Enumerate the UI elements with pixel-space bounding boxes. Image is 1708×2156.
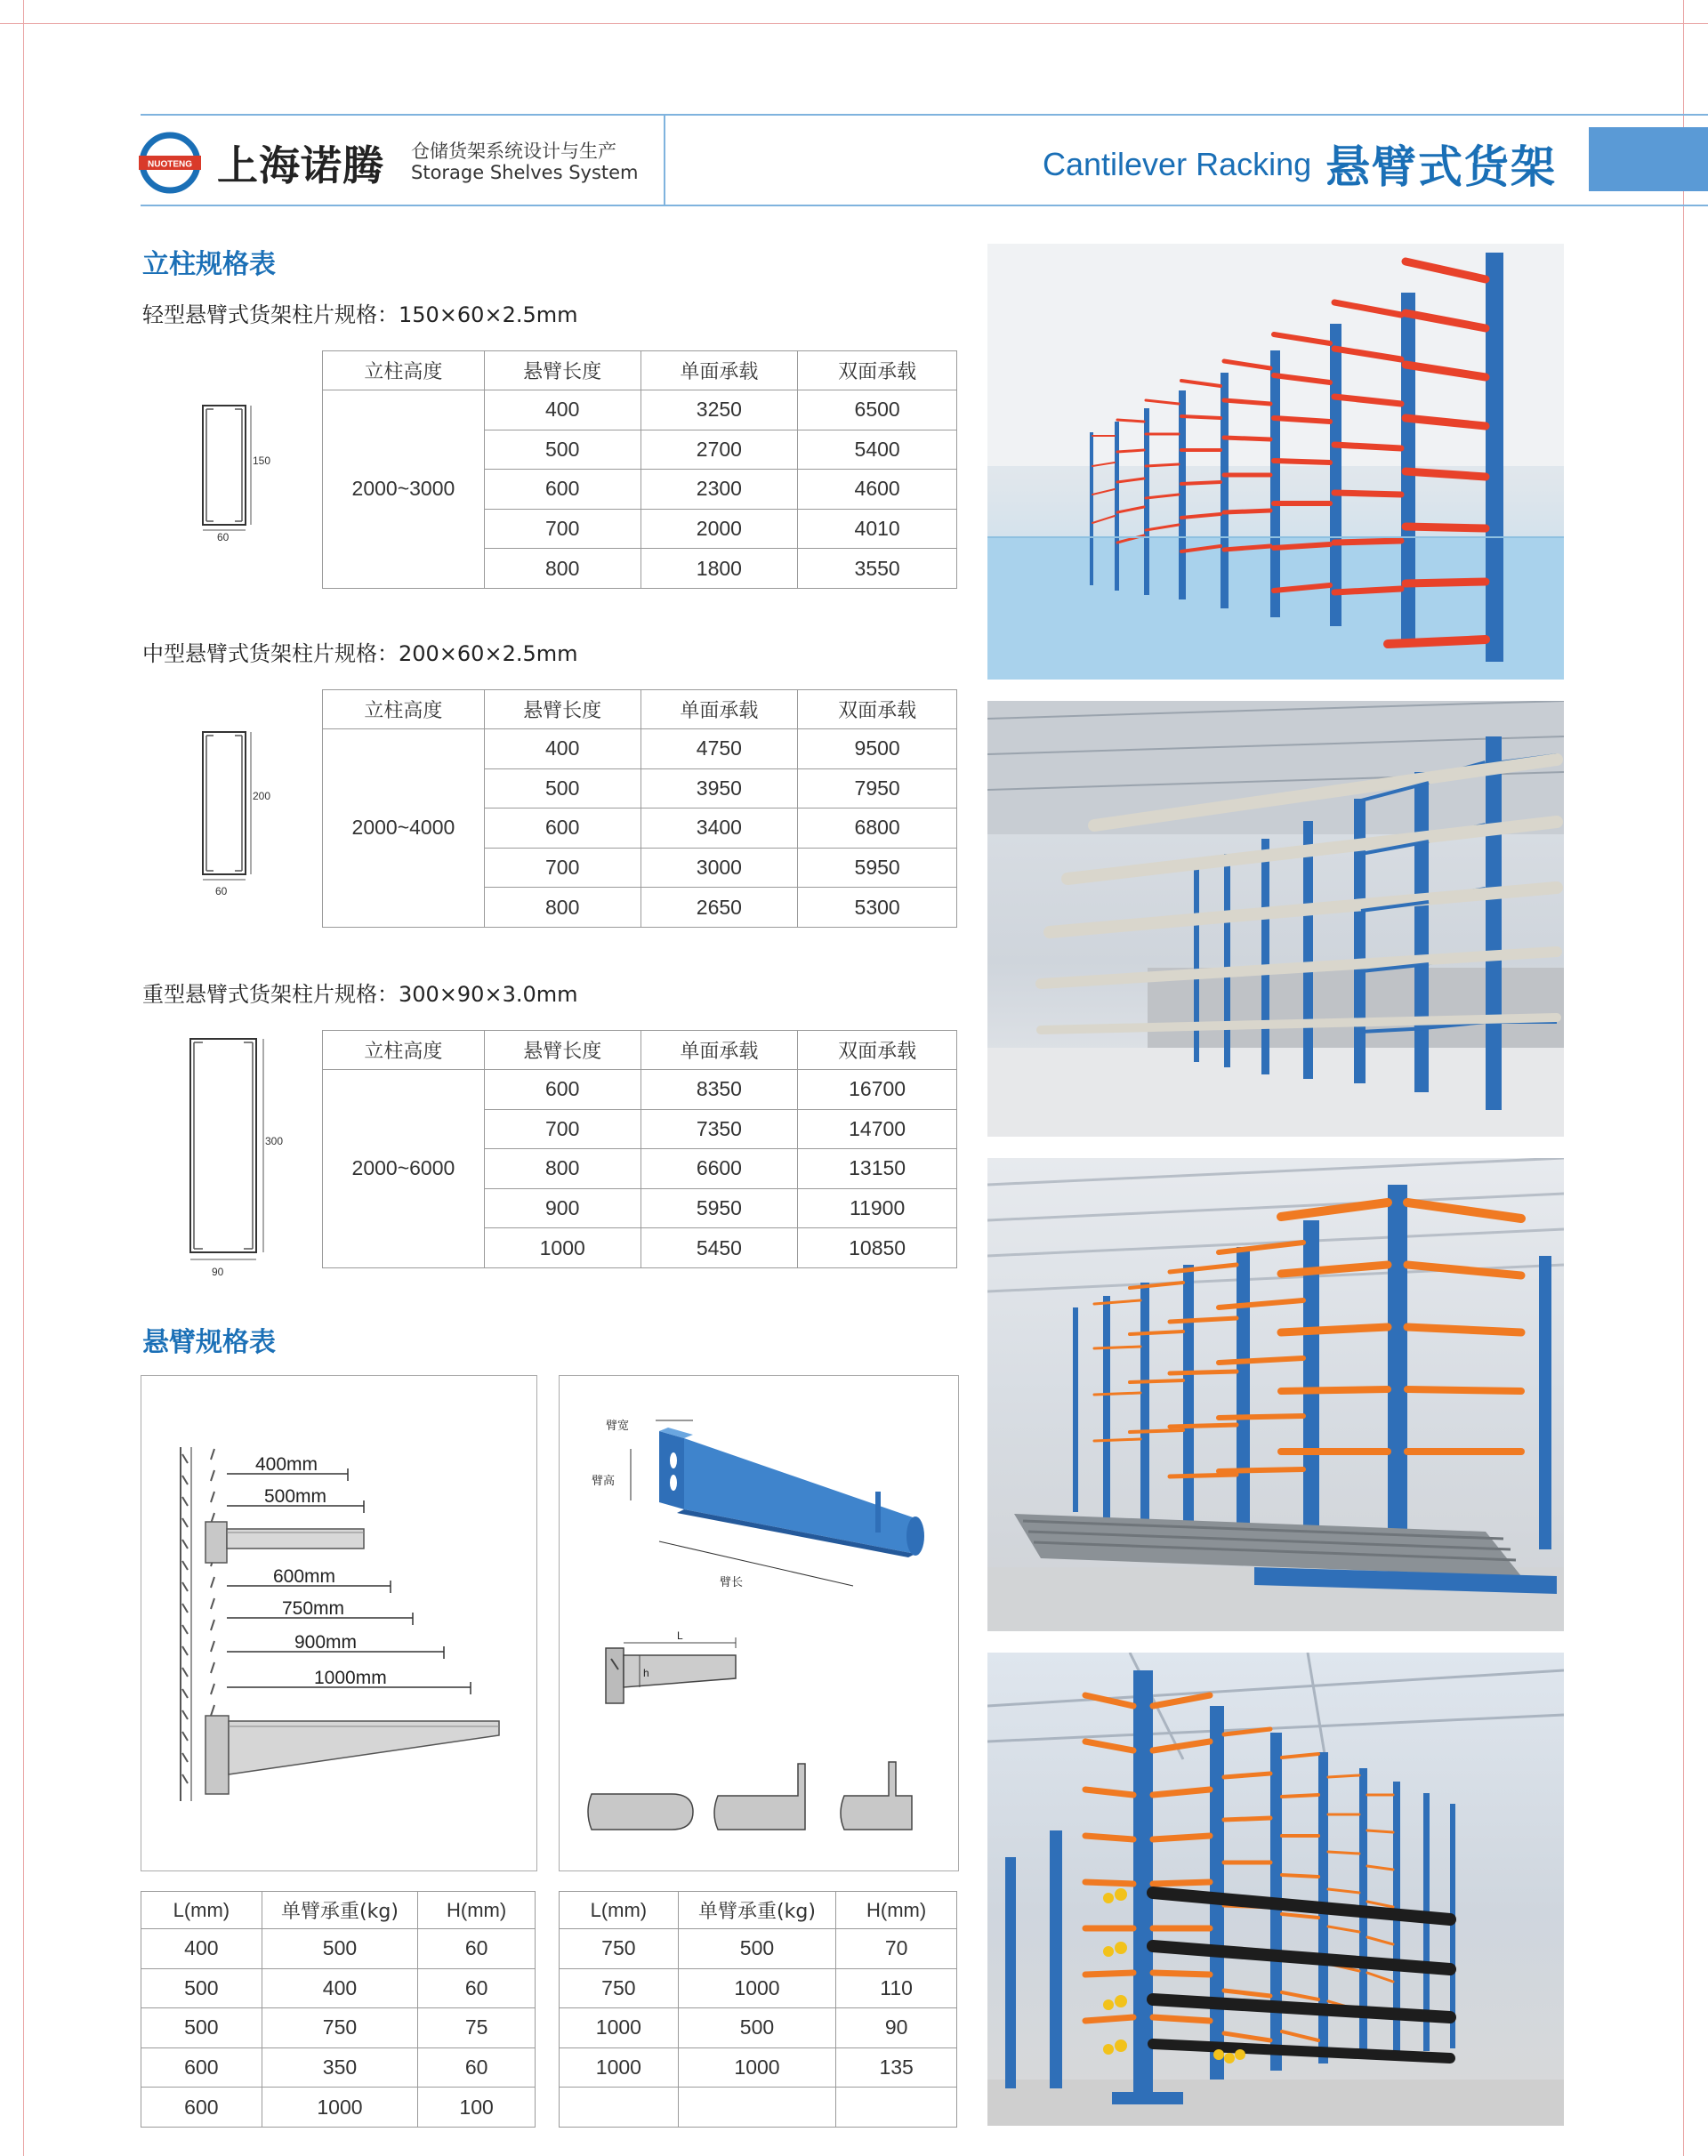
table-cell: 10850 bbox=[798, 1228, 957, 1268]
table-cell: 350 bbox=[262, 2047, 418, 2088]
table-cell: 500 bbox=[141, 1968, 262, 2008]
arm-length-label: 400mm bbox=[255, 1454, 318, 1475]
table-cell: 900 bbox=[484, 1188, 640, 1228]
table-cell: 70 bbox=[836, 1929, 957, 1969]
col-header: 双面承载 bbox=[798, 351, 957, 390]
table-cell: 3000 bbox=[640, 848, 798, 888]
table-cell: 500 bbox=[678, 2008, 836, 2048]
arm-detail-diagram bbox=[560, 1376, 958, 1870]
arm-detail-diagram-panel bbox=[559, 1375, 959, 1871]
spec-label-medium: 中型悬臂式货架柱片规格：200×60×2.5mm bbox=[142, 641, 578, 666]
label-arm-height: 臂高 bbox=[592, 1475, 616, 1488]
col-header: 立柱高度 bbox=[323, 1031, 485, 1070]
table-cell: 700 bbox=[484, 848, 640, 888]
table-cell: 8350 bbox=[640, 1070, 798, 1110]
table-cell: 400 bbox=[484, 390, 640, 430]
dim-height: 300 bbox=[265, 1135, 284, 1147]
col-header: 单面承载 bbox=[640, 1031, 798, 1070]
table-cell: 750 bbox=[560, 1968, 679, 2008]
table-cell: 90 bbox=[836, 2008, 957, 2048]
table-cell: 500 bbox=[141, 2008, 262, 2048]
col-header: L(mm) bbox=[560, 1892, 679, 1929]
table-cell: 500 bbox=[262, 1929, 418, 1969]
brand-tagline-en: Storage Shelves System bbox=[411, 162, 639, 183]
spec-table-medium bbox=[322, 689, 957, 928]
col-header: 悬臂长度 bbox=[484, 351, 640, 390]
photo-light-cantilever-rack bbox=[987, 244, 1564, 680]
table-cell: 600 bbox=[141, 2047, 262, 2088]
table-cell: 6600 bbox=[640, 1149, 798, 1189]
table-cell: 600 bbox=[141, 2088, 262, 2128]
table-cell: 4010 bbox=[798, 509, 957, 549]
header-top-rule bbox=[141, 114, 1708, 116]
table-cell: 500 bbox=[678, 1929, 836, 1969]
table-cell: 500 bbox=[484, 768, 640, 808]
col-header: H(mm) bbox=[836, 1892, 957, 1929]
col-header: H(mm) bbox=[418, 1892, 536, 1929]
table-cell: 1000 bbox=[560, 2047, 679, 2088]
photo-tall-cantilever-rack bbox=[987, 1653, 1564, 2126]
table-cell: 1000 bbox=[560, 2008, 679, 2048]
label-h: h bbox=[643, 1667, 649, 1679]
table-cell: 60 bbox=[418, 2047, 536, 2088]
header-bottom-rule bbox=[141, 205, 1708, 206]
table-cell: 1000 bbox=[678, 1968, 836, 2008]
table-cell: 14700 bbox=[798, 1109, 957, 1149]
dim-height: 150 bbox=[253, 455, 271, 467]
height-cell: 2000~6000 bbox=[323, 1070, 485, 1268]
crop-mark-left bbox=[23, 0, 24, 2156]
table-cell: 700 bbox=[484, 509, 640, 549]
upright-profile-light bbox=[192, 398, 281, 541]
header-divider bbox=[664, 114, 665, 206]
upright-section-title: 立柱规格表 bbox=[142, 249, 276, 280]
table-cell: 400 bbox=[141, 1929, 262, 1969]
table-cell: 100 bbox=[418, 2088, 536, 2128]
col-header: 单臂承重(kg) bbox=[678, 1892, 836, 1929]
height-cell: 2000~3000 bbox=[323, 390, 485, 589]
table-cell: 5450 bbox=[640, 1228, 798, 1268]
table-cell: 3950 bbox=[640, 768, 798, 808]
table-cell: 800 bbox=[484, 1149, 640, 1189]
arm-length-label: 500mm bbox=[264, 1486, 327, 1507]
table-cell: 2650 bbox=[640, 888, 798, 928]
arm-table-right bbox=[559, 1891, 957, 2128]
table-cell: 2000 bbox=[640, 509, 798, 549]
table-cell: 2300 bbox=[640, 470, 798, 510]
table-cell bbox=[836, 2088, 957, 2128]
table-cell: 11900 bbox=[798, 1188, 957, 1228]
col-header: 单臂承重(kg) bbox=[262, 1892, 418, 1929]
table-cell: 750 bbox=[262, 2008, 418, 2048]
crop-mark-right bbox=[1683, 0, 1684, 2156]
table-cell: 6500 bbox=[798, 390, 957, 430]
arm-table-left bbox=[141, 1891, 536, 2128]
photo-medium-cantilever-rack bbox=[987, 701, 1564, 1137]
col-header: 悬臂长度 bbox=[484, 690, 640, 729]
spec-table-light bbox=[322, 350, 957, 589]
dim-height: 200 bbox=[253, 790, 271, 802]
spec-label-light: 轻型悬臂式货架柱片规格：150×60×2.5mm bbox=[142, 302, 578, 327]
upright-profile-heavy bbox=[181, 1030, 297, 1288]
table-cell: 13150 bbox=[798, 1149, 957, 1189]
table-cell: 5300 bbox=[798, 888, 957, 928]
table-cell: 1000 bbox=[484, 1228, 640, 1268]
table-cell: 5950 bbox=[798, 848, 957, 888]
dim-width: 90 bbox=[212, 1266, 224, 1278]
col-header: 双面承载 bbox=[798, 1031, 957, 1070]
table-cell bbox=[560, 2088, 679, 2128]
dim-width: 60 bbox=[217, 531, 230, 541]
col-header: 立柱高度 bbox=[323, 690, 485, 729]
col-header: 悬臂长度 bbox=[484, 1031, 640, 1070]
col-header: 立柱高度 bbox=[323, 351, 485, 390]
table-cell: 400 bbox=[484, 729, 640, 769]
col-header: 单面承载 bbox=[640, 351, 798, 390]
table-cell: 7350 bbox=[640, 1109, 798, 1149]
table-cell: 800 bbox=[484, 888, 640, 928]
brand-name: 上海诺腾 bbox=[217, 141, 384, 189]
table-cell: 3400 bbox=[640, 808, 798, 849]
table-cell: 6800 bbox=[798, 808, 957, 849]
crop-mark-top bbox=[0, 23, 1708, 24]
table-cell: 2700 bbox=[640, 430, 798, 470]
table-cell: 5400 bbox=[798, 430, 957, 470]
table-cell: 500 bbox=[484, 430, 640, 470]
table-cell: 9500 bbox=[798, 729, 957, 769]
arm-section-title: 悬臂规格表 bbox=[142, 1327, 276, 1358]
table-cell: 16700 bbox=[798, 1070, 957, 1110]
dim-width: 60 bbox=[215, 885, 228, 897]
arm-length-label: 600mm bbox=[273, 1566, 336, 1587]
table-cell: 600 bbox=[484, 470, 640, 510]
col-header: 单面承载 bbox=[640, 690, 798, 729]
table-cell: 700 bbox=[484, 1109, 640, 1149]
logo bbox=[139, 132, 201, 194]
table-cell bbox=[678, 2088, 836, 2128]
photo-heavy-cantilever-rack bbox=[987, 1158, 1564, 1631]
upright-profile-medium bbox=[192, 725, 281, 903]
arm-length-diagram bbox=[141, 1376, 536, 1870]
label-L: L bbox=[677, 1629, 683, 1642]
table-cell: 135 bbox=[836, 2047, 957, 2088]
spec-label-heavy: 重型悬臂式货架柱片规格：300×90×3.0mm bbox=[142, 982, 578, 1007]
table-cell: 1000 bbox=[262, 2088, 418, 2128]
table-cell: 750 bbox=[560, 1929, 679, 1969]
table-cell: 4750 bbox=[640, 729, 798, 769]
table-cell: 4600 bbox=[798, 470, 957, 510]
table-cell: 800 bbox=[484, 549, 640, 589]
spec-table-heavy bbox=[322, 1030, 957, 1268]
label-arm-length: 臂长 bbox=[720, 1576, 744, 1589]
table-cell: 400 bbox=[262, 1968, 418, 2008]
table-cell: 7950 bbox=[798, 768, 957, 808]
page-title-en: Cantilever Racking bbox=[1043, 146, 1312, 182]
label-arm-width: 臂宽 bbox=[606, 1420, 630, 1433]
page-title-cn: 悬臂式货架 bbox=[1325, 141, 1557, 193]
arm-length-label: 750mm bbox=[282, 1598, 345, 1619]
table-cell: 5950 bbox=[640, 1188, 798, 1228]
arm-length-label: 1000mm bbox=[314, 1668, 387, 1688]
arm-length-diagram-panel bbox=[141, 1375, 537, 1871]
arm-length-label: 900mm bbox=[294, 1632, 358, 1653]
table-cell: 60 bbox=[418, 1968, 536, 2008]
table-cell: 110 bbox=[836, 1968, 957, 2008]
table-cell: 1800 bbox=[640, 549, 798, 589]
col-header: L(mm) bbox=[141, 1892, 262, 1929]
table-cell: 600 bbox=[484, 808, 640, 849]
table-cell: 3250 bbox=[640, 390, 798, 430]
table-cell: 1000 bbox=[678, 2047, 836, 2088]
table-cell: 600 bbox=[484, 1070, 640, 1110]
header-blue-tab bbox=[1589, 127, 1708, 191]
logo-text: NUOTENG bbox=[148, 159, 192, 170]
height-cell: 2000~4000 bbox=[323, 729, 485, 928]
col-header: 双面承载 bbox=[798, 690, 957, 729]
table-cell: 75 bbox=[418, 2008, 536, 2048]
table-cell: 3550 bbox=[798, 549, 957, 589]
brand-tagline-cn: 仓储货架系统设计与生产 bbox=[411, 141, 616, 162]
table-cell: 60 bbox=[418, 1929, 536, 1969]
